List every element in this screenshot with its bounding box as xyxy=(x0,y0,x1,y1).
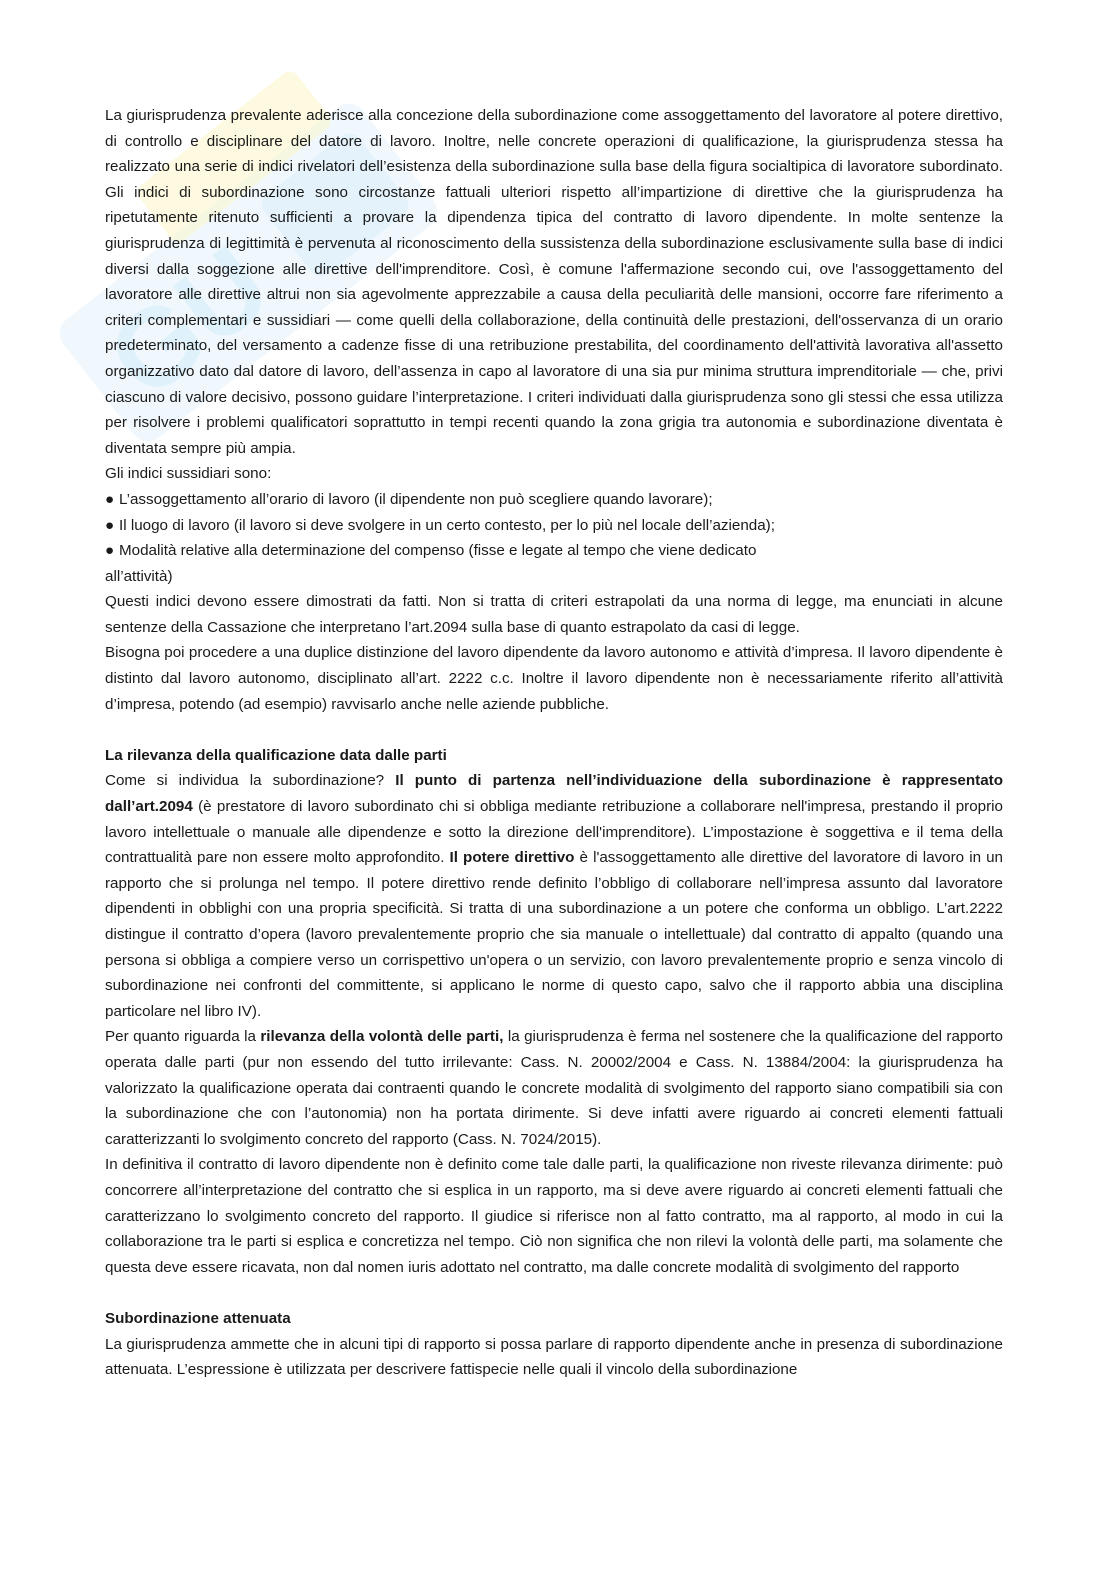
paragraph-indici-fatti: Questi indici devono essere dimostrati da fatti. Non si tratta di criteri estrapolati da una norma di legge, ma enunciati in alcune sentenze della Cassazione che interpretano l’art.2094 sulla base di quanto estrapolato da casi di legge. xyxy=(105,593,1003,636)
paragraph-subordinazione: Come si individua la subordinazione? Il punto di partenza nell’individuazione della subordinazione è rappresentato dall’art.2094 (è prestatore di lavoro subordinato chi si obbliga mediante retribuzione a collaborare nell'impresa, prestando il proprio lavoro intellettuale o manuale alle dipendenze e sotto la direzione dell'imprenditore). L’impostazione è soggettiva e il tema della contrattualità pare non essere molto approfondito. Il potere direttivo è l'assoggettamento alle direttive del lavoratore di lavoro in un rapporto che si prolunga nel tempo. Il potere direttivo rende definito l’obbligo di collaborare nell’impresa assunto dal lavoratore dipendenti in obblighi con una propria specificità. Si tratta di una subordinazione a un potere che conforma un obbligo. L’art.2222 distingue il contratto d’opera (lavoro prevalentemente proprio che sia manuale o intellettuale) dal contratto di appalto (quando una persona si obbliga a compiere verso un corrispettivo un'opera o un servizio, con lavoro prevalentemente proprio e senza vincolo di subordinazione nei confronti del committente, si applicano le norme di questo capo, salvo che il rapporto abbia una disciplina particolare nel libro IV). xyxy=(105,772,1003,1020)
section-heading-attenuata: Subordinazione attenuata xyxy=(105,1309,291,1327)
bullet-dot: ● xyxy=(105,542,115,560)
svg-text:GU: GU xyxy=(86,222,292,422)
bullet-dot: ● xyxy=(105,516,115,534)
paragraph-intro: La giurisprudenza prevalente aderisce alla concezione della subordinazione come assoggettamento del lavoratore al potere direttivo, di controllo e disciplinare del datore di lavoro. Inoltre, nelle concrete operazioni di qualificazione, la giurisprudenza stessa ha realizzato una serie di indici rivelatori dell’esistenza della subordinazione sulla base della figura socialtipica di lavoratore subordinato. Gli indici di subordinazione sono circostanze fattuali ulteriori rispetto all’impartizione di direttive che la giurisprudenza ha ripetutamente ritenuto sufficienti a provare la dipendenza tipica del contratto di lavoro dipendente. In molte sentenze la giurisprudenza di legittimità è pervenuta al riconoscimento della sussistenza della subordinazione esclusivamente sulla base di indici diversi dalla soggezione alle direttive dell'imprenditore. Così, è comune l'affermazione secondo cui, ove l'assoggettamento del lavoratore alle direttive altrui non sia agevolmente apprezzabile a causa della peculiarità delle mansioni, occorre fare riferimento a criteri complementari e sussidiari — come quelli della collaborazione, della continuità delle prestazioni, dell'osservanza di un orario predeterminato, del versamento a cadenze fisse di una retribuzione prestabilita, del coordinamento dell'attività lavorativa all'assetto organizzativo dato dal datore di lavoro, dell’assenza in capo al lavoratore di una sia pur minima struttura imprenditoriale — che, privi ciascuno di valore decisivo, possono guidare l’interpretazione. I criteri individuati dalla giurisprudenza sono gli stessi che essa utilizza per risolvere i problemi qualificatori soprattutto in tempi recenti quando la zona grigia tra autonomia e subordinazione diventata è diventata sempre più ampia. xyxy=(105,107,1003,457)
paragraph-attenuata: La giurisprudenza ammette che in alcuni tipi di rapporto si possa parlare di rapporto dipendente anche in presenza di subordinazione attenuata. L’espressione è utilizzata per descrivere fattispecie nelle quali il vincolo della subordinazione xyxy=(105,1335,1003,1379)
bullet-item-3: ● Modalità relative alla determinazione del compenso (fisse e legate al tempo che viene dedicato xyxy=(105,538,1003,564)
paragraph-volonta-parti: Per quanto riguarda la rilevanza della volontà delle parti, la giurisprudenza è ferma nel sostenere che la qualificazione del rapporto operata dalle parti (pur non essendo del tutto irrilevante: Cass. N. 20002/2004 e Cass. N. 13884/2004: la giurisprudenza ha valorizzato la qualificazione operata dai contraenti quando le concrete modalità di svolgimento del rapporto siano compatibili sia con la subordinazione che con l’autonomia) non ha portata dirimente. Si deve infatti avere riguardo ai concreti elementi fattuali caratterizzanti lo svolgimento concreto del rapporto (Cass. N. 7024/2015). xyxy=(105,1028,1003,1148)
paragraph-distinzione: Bisogna poi procedere a una duplice distinzione del lavoro dipendente da lavoro autonomo e attività d’impresa. Il lavoro dipendente è distinto dal lavoro autonomo, disciplinato all’art. 2222 c.c. Inoltre il lavoro dipendente non è necessariamente riferito all’attività d’impresa, potendo (ad esempio) ravvisarlo anche nelle aziende pubbliche. xyxy=(105,644,1003,713)
spacer xyxy=(105,717,1003,743)
bullet-item-2: ● Il luogo di lavoro (il lavoro si deve svolgere in un certo contesto, per lo più nel locale dell’azienda); xyxy=(105,513,1003,539)
section-heading-rilevanza: La rilevanza della qualificazione data dalle parti xyxy=(105,746,447,764)
document-body xyxy=(105,103,1003,1383)
spacer xyxy=(105,1280,1003,1306)
paragraph-definitiva: In definitiva il contratto di lavoro dipendente non è definito come tale dalle parti, la qualificazione non riveste rilevanza dirimente: può concorrere all’interpretazione del contratto che si esplica in un rapporto, ma si deve avere riguardo ai concreti elementi fattuali che caratterizzano lo svolgimento concreto del rapporto. Il giudice si riferisce non al fatto contratto, ma al rapporto, al modo in cui la collaborazione tra le parti si esplica e concretizza nel tempo. Ciò non significa che non rilevi la volontà delle parti, ma solamente che questa deve essere ricavata, non dal nomen iuris adottato nel contratto, ma dalle concrete modalità di svolgimento del rapporto xyxy=(105,1156,1003,1276)
indici-intro: Gli indici sussidiari sono: xyxy=(105,465,272,483)
bullet-item-1: ● L’assoggettamento all’orario di lavoro (il dipendente non può scegliere quando lavorare); xyxy=(105,487,1003,513)
bullet-dot: ● xyxy=(105,490,115,508)
bullet-continuation: all’attività) xyxy=(105,567,173,585)
